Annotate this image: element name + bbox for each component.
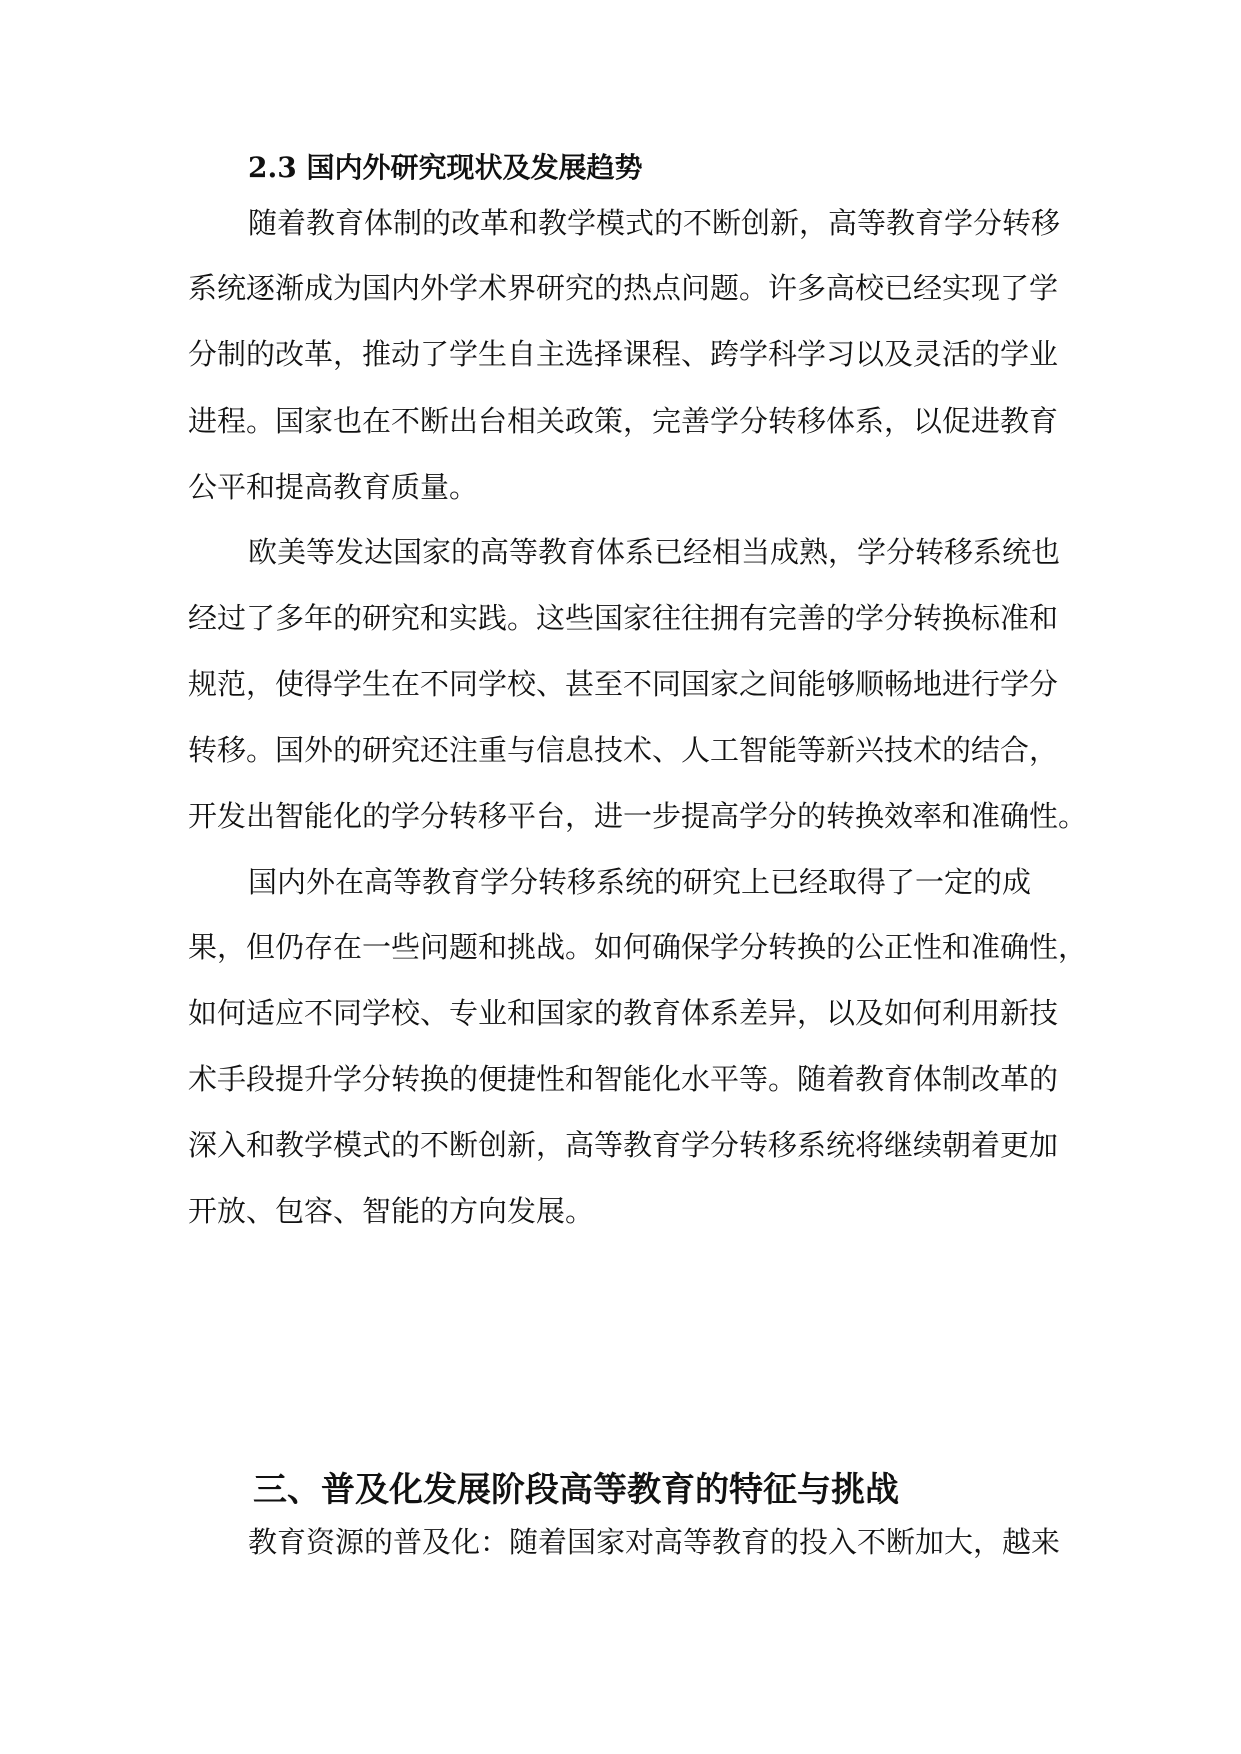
paragraph-3-line-1: 国内外在高等教育学分转移系统的研究上已经取得了一定的成 [248,865,1032,899]
paragraph-2-line-3: 规范，使得学生在不同学校、甚至不同国家之间能够顺畅地进行学分 [188,667,1059,701]
closing-paragraph-line-1: 教育资源的普及化：随着国家对高等教育的投入不断加大，越来 [248,1525,1061,1559]
chapter-heading: 三、普及化发展阶段高等教育的特征与挑战 [253,1470,899,1510]
paragraph-3-line-2: 果，但仍存在一些问题和挑战。如何确保学分转换的公正性和准确性， [188,930,1088,964]
paragraph-1-line-4: 进程。国家也在不断出台相关政策，完善学分转移体系，以促进教育 [188,404,1059,438]
section-heading: 2.3 国内外研究现状及发展趋势 [248,151,643,184]
paragraph-1-line-1: 随着教育体制的改革和教学模式的不断创新，高等教育学分转移 [248,206,1061,240]
paragraph-1-line-5: 公平和提高教育质量。 [188,470,479,504]
paragraph-2-line-5: 开发出智能化的学分转移平台，进一步提高学分的转换效率和准确性。 [188,799,1088,833]
paragraph-1-line-2: 系统逐渐成为国内外学术界研究的热点问题。许多高校已经实现了学 [188,271,1059,305]
paragraph-3-line-4: 术手段提升学分转换的便捷性和智能化水平等。随着教育体制改革的 [188,1062,1059,1096]
paragraph-3-line-5: 深入和教学模式的不断创新，高等教育学分转移系统将继续朝着更加 [188,1128,1059,1162]
paragraph-2-line-1: 欧美等发达国家的高等教育体系已经相当成熟，学分转移系统也 [248,535,1061,569]
paragraph-1-line-3: 分制的改革，推动了学生自主选择课程、跨学科学习以及灵活的学业 [188,337,1059,371]
paragraph-2-line-2: 经过了多年的研究和实践。这些国家往往拥有完善的学分转换标准和 [188,601,1059,635]
paragraph-3-line-6: 开放、包容、智能的方向发展。 [188,1194,595,1228]
paragraph-2-line-4: 转移。国外的研究还注重与信息技术、人工智能等新兴技术的结合， [188,733,1059,767]
paragraph-3-line-3: 如何适应不同学校、专业和国家的教育体系差异，以及如何利用新技 [188,996,1059,1030]
